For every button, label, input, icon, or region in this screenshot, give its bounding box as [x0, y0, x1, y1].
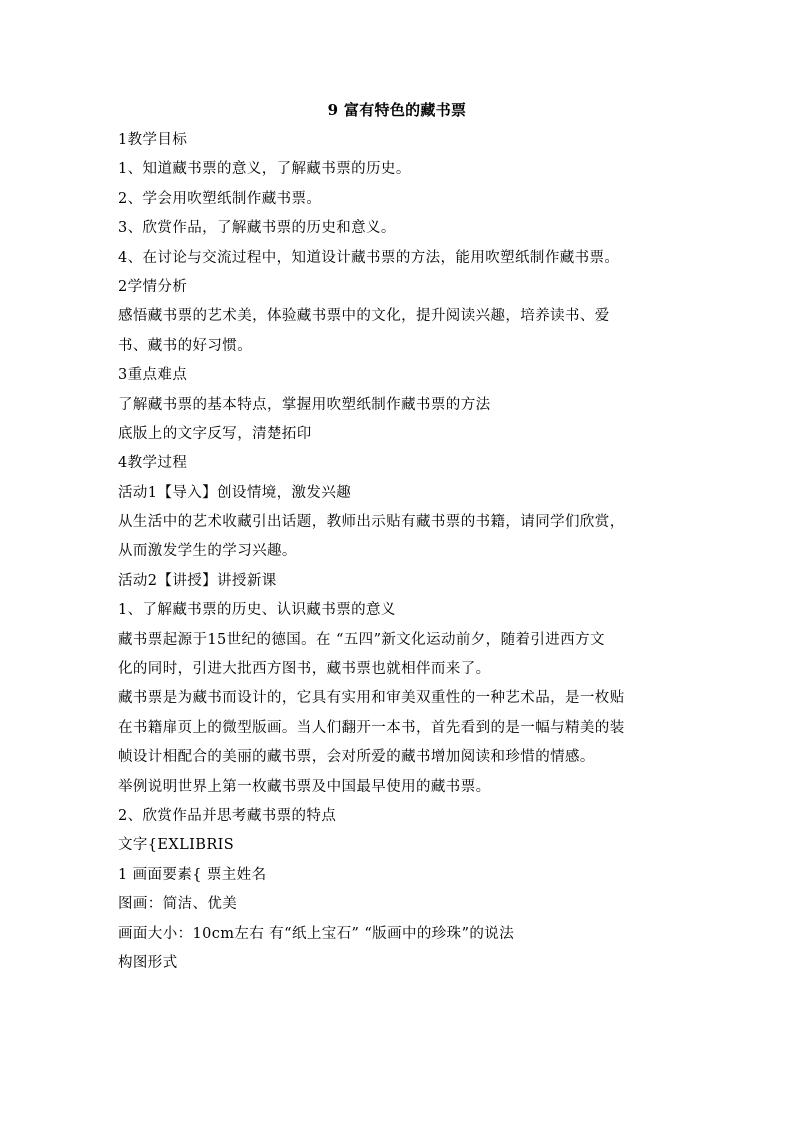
subsection-heading-2: 2、欣赏作品并思考藏书票的特点: [118, 807, 337, 824]
paragraph-line: 感悟藏书票的艺术美，体验藏书票中的文化，提升阅读兴趣，培养读书、爱: [118, 308, 610, 325]
objective-item-1: 1、知道藏书票的意义，了解藏书票的历史。: [118, 161, 411, 178]
paragraph-line: 从生活中的艺术收藏引出话题，教师出示贴有藏书票的书籍，请同学们欣赏，: [118, 514, 625, 531]
objective-item-4: 4、在讨论与交流过程中，知道设计藏书票的方法，能用吹塑纸制作藏书票。: [118, 249, 620, 266]
document-body: [118, 126, 678, 978]
section-heading-analysis: 2学情分析: [118, 278, 188, 295]
paragraph-line: 藏书票是为藏书而设计的，它具有实用和审美双重性的一种艺术品，是一枚贴: [118, 690, 625, 707]
paragraph-line: 从而激发学生的学习兴趣。: [118, 543, 297, 560]
activity-heading-2: 活动2【讲授】讲授新课: [118, 572, 277, 589]
paragraph-line: 藏书票起源于15世纪的德国。在 “五四”新文化运动前夕，随着引进西方文: [118, 631, 605, 648]
paragraph-line: 举例说明世界上第一枚藏书票及中国最早使用的藏书票。: [118, 778, 491, 795]
page-title: 9 富有特色的藏书票: [327, 101, 467, 119]
subsection-heading-1: 1、了解藏书票的历史、认识藏书票的意义: [118, 602, 396, 619]
paragraph-line: 图画：简洁、优美: [118, 896, 238, 913]
paragraph-line: 1 画面要素{ 票主姓名: [118, 866, 267, 883]
paragraph-line: 了解藏书票的基本特点，掌握用吹塑纸制作藏书票的方法: [118, 396, 491, 413]
objective-item-2: 2、学会用吹塑纸制作藏书票。: [118, 190, 322, 207]
paragraph-line: 文字{EXLIBRIS: [118, 837, 235, 854]
paragraph-line: 帧设计相配合的美丽的藏书票，会对所爱的藏书增加阅读和珍惜的情感。: [118, 749, 595, 766]
paragraph-line: 构图形式: [118, 954, 178, 971]
activity-heading-1: 活动1【导入】创设情境，激发兴趣: [118, 484, 352, 501]
paragraph-line: 画面大小：10cm左右 有“纸上宝石” “版画中的珍珠”的说法: [118, 925, 515, 942]
paragraph-line: 化的同时，引进大批西方图书，藏书票也就相伴而来了。: [118, 661, 491, 678]
objective-item-3: 3、欣赏作品，了解藏书票的历史和意义。: [118, 220, 396, 237]
paragraph-line: 书、藏书的好习惯。: [118, 337, 253, 354]
section-heading-key-points: 3重点难点: [118, 367, 188, 384]
paragraph-line: 底版上的文字反写，清楚拓印: [118, 425, 312, 442]
paragraph-line: 在书籍扉页上的微型版画。当人们翻开一本书，首先看到的是一幅与精美的装: [118, 719, 625, 736]
section-heading-objectives: 1教学目标: [118, 132, 188, 148]
section-heading-process: 4教学过程: [118, 455, 188, 472]
